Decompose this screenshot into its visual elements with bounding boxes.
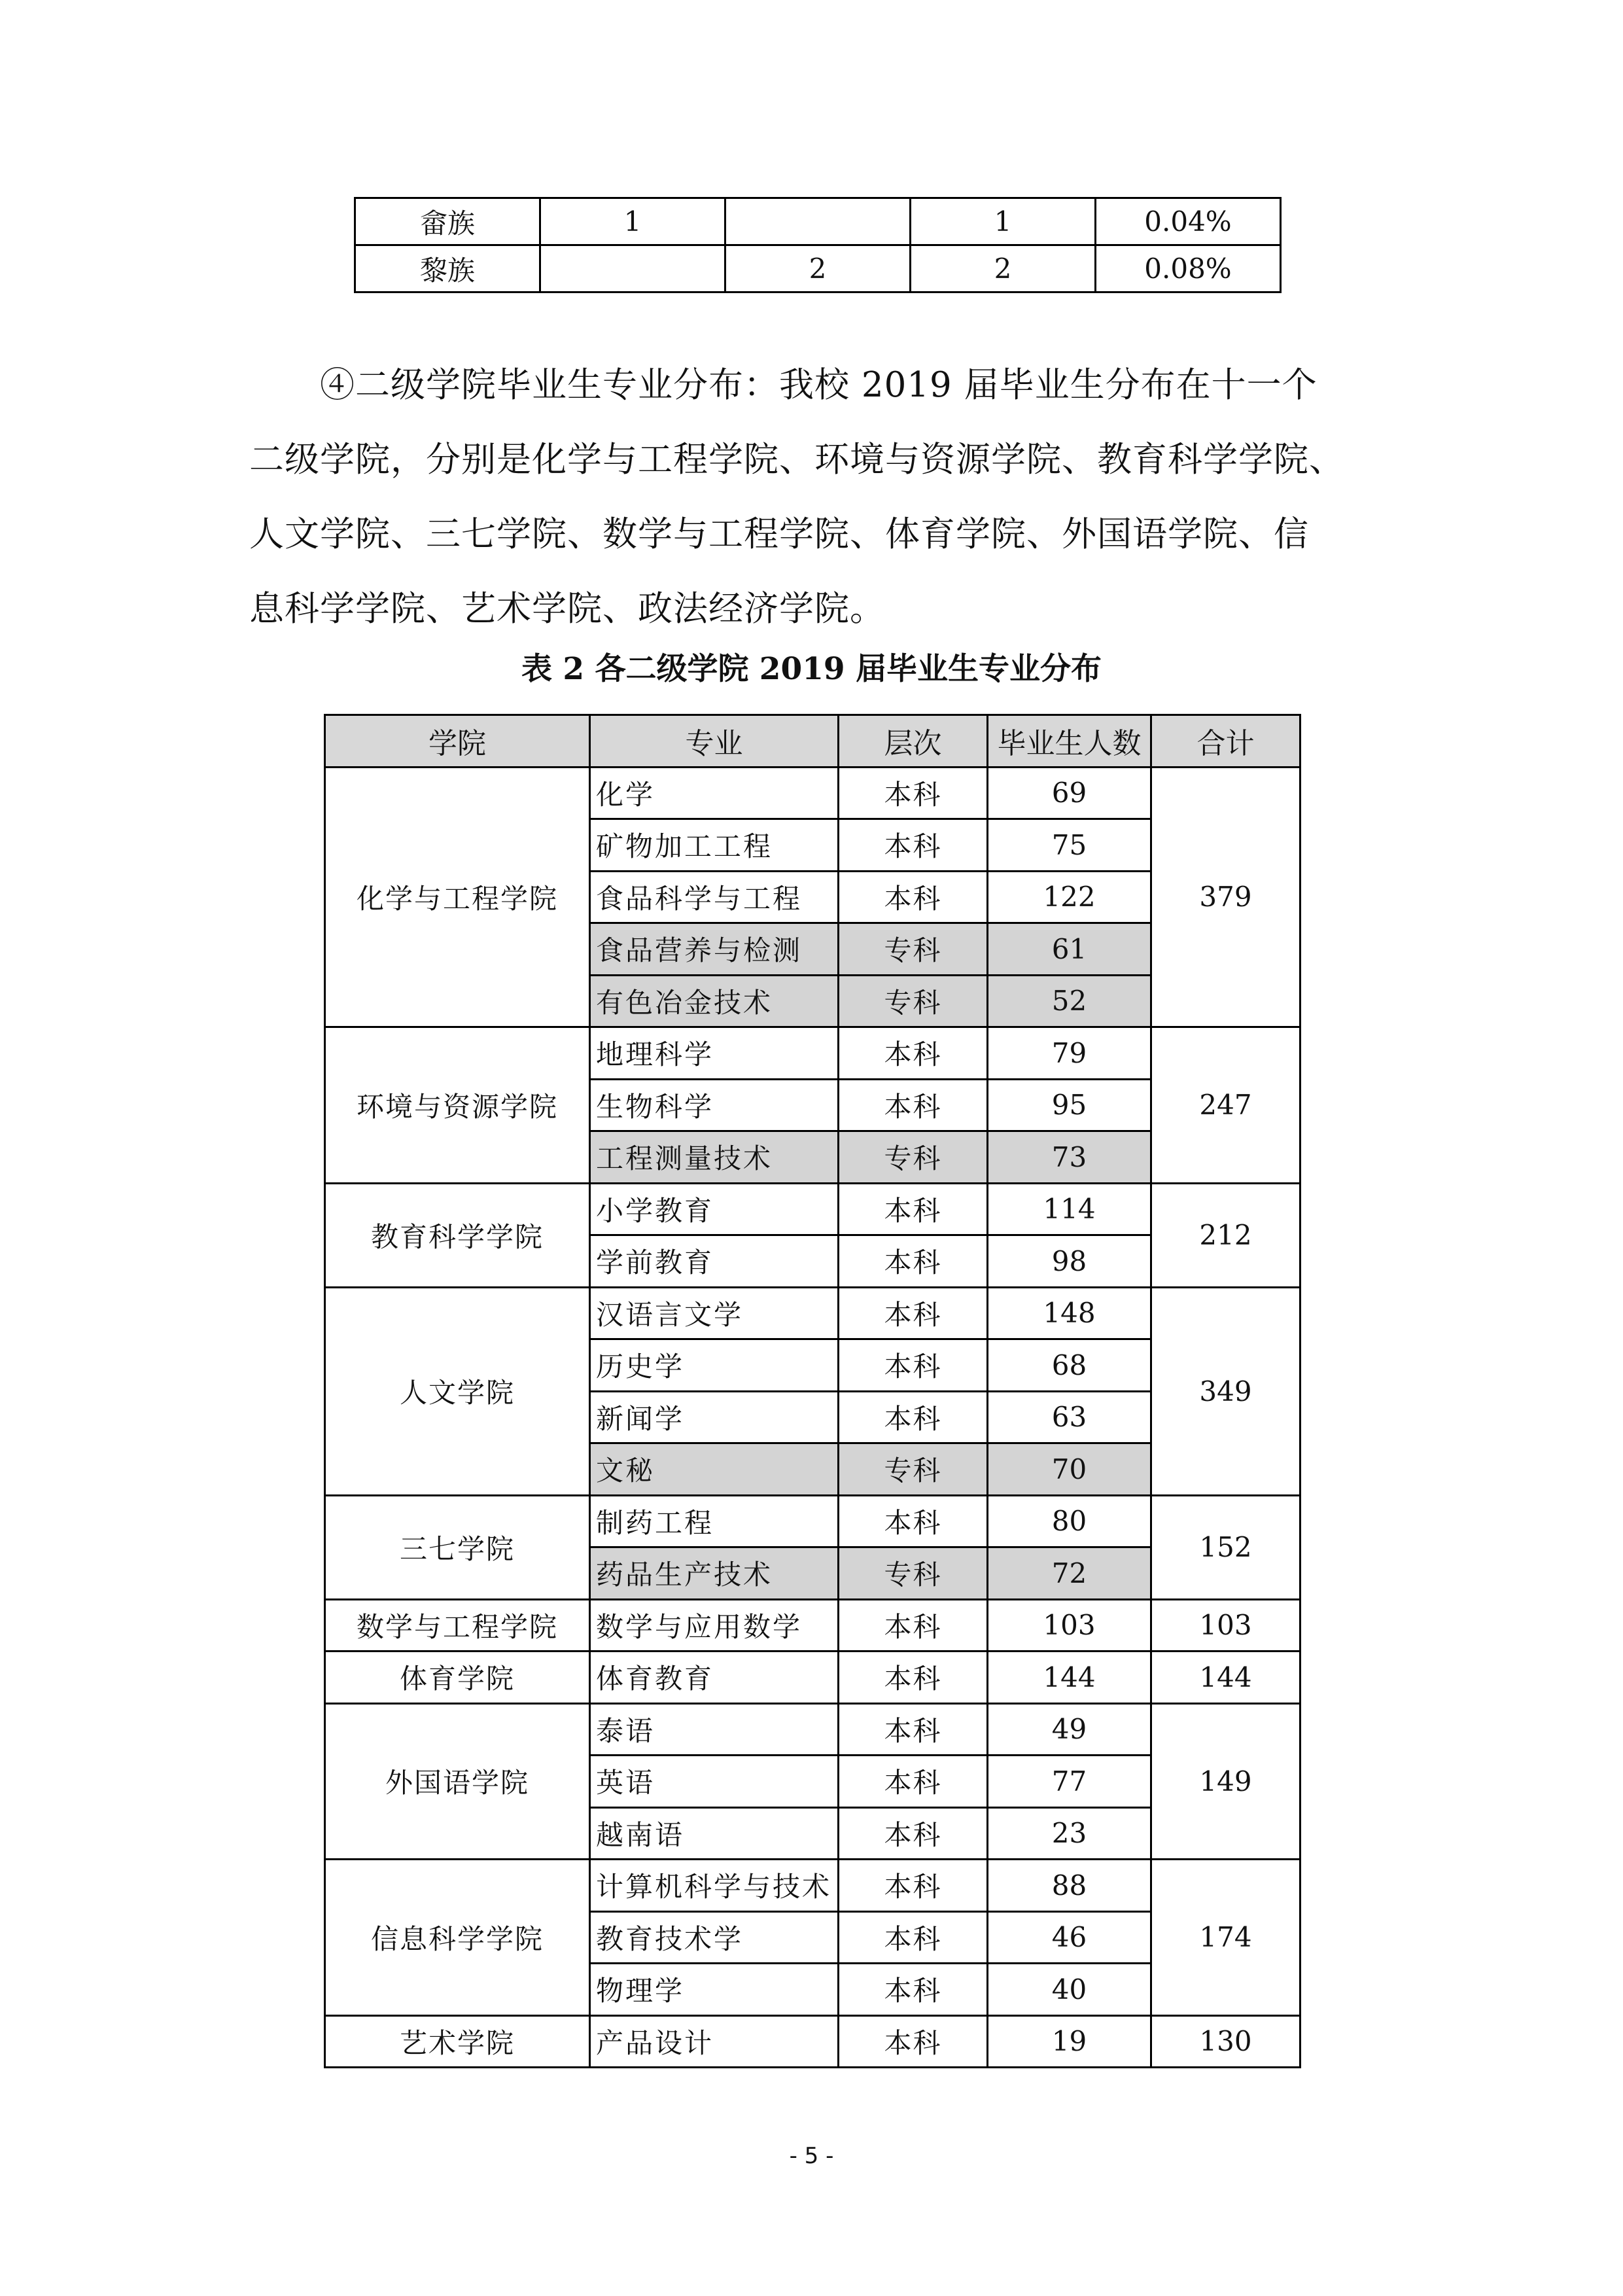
ethnicity-cell: 黎族 <box>355 245 540 292</box>
major-cell: 物理学 <box>590 1964 839 2016</box>
count-cell: 69 <box>988 767 1151 819</box>
count-cell: 79 <box>988 1027 1151 1080</box>
college-cell: 艺术学院 <box>325 2015 590 2068</box>
level-cell: 本科 <box>839 1807 988 1860</box>
level-cell: 专科 <box>839 923 988 976</box>
total-cell: 349 <box>1151 1287 1300 1495</box>
count-cell: 52 <box>988 975 1151 1027</box>
college-cell: 教育科学学院 <box>325 1183 590 1287</box>
major-cell: 有色冶金技术 <box>590 975 839 1027</box>
level-cell: 本科 <box>839 2015 988 2068</box>
ethnicity-table-continued <box>354 197 1282 293</box>
college-cell: 信息科学学院 <box>325 1860 590 2016</box>
major-cell: 体育教育 <box>590 1651 839 1704</box>
count-cell: 80 <box>988 1495 1151 1547</box>
college-cell: 人文学院 <box>325 1287 590 1495</box>
major-cell: 化学 <box>590 767 839 819</box>
table-row <box>325 1599 1300 1651</box>
total-cell: 152 <box>1151 1495 1300 1599</box>
table-row <box>325 1651 1300 1704</box>
major-distribution-table <box>324 714 1301 2068</box>
count-cell: 49 <box>988 1703 1151 1756</box>
count-cell: 61 <box>988 923 1151 976</box>
college-cell: 数学与工程学院 <box>325 1599 590 1651</box>
table-body <box>325 767 1300 2068</box>
paragraph-line: 息科学学院、艺术学院、政法经济学院。 <box>249 589 885 629</box>
major-cell: 药品生产技术 <box>590 1547 839 1600</box>
level-cell: 本科 <box>839 1495 988 1547</box>
count-cell: 40 <box>988 1964 1151 2016</box>
total-cell: 149 <box>1151 1703 1300 1860</box>
level-cell: 本科 <box>839 1703 988 1756</box>
major-cell: 英语 <box>590 1756 839 1808</box>
level-cell: 本科 <box>839 1599 988 1651</box>
paragraph-line: 二级学院，分别是化学与工程学院、环境与资源学院、教育科学学院、 <box>249 440 1344 480</box>
count-cell <box>540 245 725 292</box>
percent-cell: 0.08% <box>1096 245 1281 292</box>
table-row <box>325 1860 1300 1912</box>
table-header-row <box>325 715 1300 768</box>
major-cell: 食品营养与检测 <box>590 923 839 976</box>
major-cell: 文秘 <box>590 1443 839 1496</box>
major-cell: 历史学 <box>590 1339 839 1392</box>
level-cell: 本科 <box>839 871 988 923</box>
count-cell: 98 <box>988 1235 1151 1288</box>
count-cell: 63 <box>988 1391 1151 1443</box>
table-row <box>355 245 1281 292</box>
major-cell: 泰语 <box>590 1703 839 1756</box>
total-cell: 103 <box>1151 1599 1300 1651</box>
major-cell: 汉语言文学 <box>590 1287 839 1339</box>
body-paragraph <box>249 348 1387 646</box>
total-cell: 212 <box>1151 1183 1300 1287</box>
level-cell: 本科 <box>839 1756 988 1808</box>
count-cell: 73 <box>988 1131 1151 1184</box>
major-cell: 产品设计 <box>590 2015 839 2068</box>
major-cell: 学前教育 <box>590 1235 839 1288</box>
column-header: 层次 <box>839 715 988 768</box>
total-cell: 1 <box>911 198 1096 245</box>
count-cell: 103 <box>988 1599 1151 1651</box>
total-cell: 2 <box>911 245 1096 292</box>
count-cell: 75 <box>988 819 1151 872</box>
major-cell: 矿物加工工程 <box>590 819 839 872</box>
level-cell: 本科 <box>839 819 988 872</box>
level-cell: 专科 <box>839 1443 988 1496</box>
count-cell: 77 <box>988 1756 1151 1808</box>
column-header: 学院 <box>325 715 590 768</box>
count-cell: 144 <box>988 1651 1151 1704</box>
count-cell: 70 <box>988 1443 1151 1496</box>
college-cell: 体育学院 <box>325 1651 590 1704</box>
table-row <box>325 1703 1300 1756</box>
level-cell: 本科 <box>839 767 988 819</box>
major-cell: 制药工程 <box>590 1495 839 1547</box>
total-cell: 130 <box>1151 2015 1300 2068</box>
table-row <box>325 1495 1300 1547</box>
level-cell: 本科 <box>839 1964 988 2016</box>
total-cell: 379 <box>1151 767 1300 1027</box>
count-cell: 19 <box>988 2015 1151 2068</box>
page-number: - 5 - <box>789 2143 834 2169</box>
table-row <box>355 198 1281 245</box>
level-cell: 本科 <box>839 1027 988 1080</box>
count-cell: 122 <box>988 871 1151 923</box>
level-cell: 专科 <box>839 975 988 1027</box>
column-header: 毕业生人数 <box>988 715 1151 768</box>
college-cell: 环境与资源学院 <box>325 1027 590 1184</box>
major-cell: 生物科学 <box>590 1079 839 1131</box>
percent-cell: 0.04% <box>1096 198 1281 245</box>
college-cell: 三七学院 <box>325 1495 590 1599</box>
count-cell: 88 <box>988 1860 1151 1912</box>
count-cell: 68 <box>988 1339 1151 1392</box>
major-cell: 小学教育 <box>590 1183 839 1235</box>
major-cell: 计算机科学与技术 <box>590 1860 839 1912</box>
count-cell: 72 <box>988 1547 1151 1600</box>
level-cell: 本科 <box>839 1287 988 1339</box>
count-cell: 46 <box>988 1911 1151 1964</box>
level-cell: 本科 <box>839 1339 988 1392</box>
table-row <box>325 1287 1300 1339</box>
count-cell: 148 <box>988 1287 1151 1339</box>
table-row <box>325 767 1300 819</box>
level-cell: 本科 <box>839 1079 988 1131</box>
ethnicity-cell: 畲族 <box>355 198 540 245</box>
major-cell: 越南语 <box>590 1807 839 1860</box>
total-cell: 174 <box>1151 1860 1300 2016</box>
level-cell: 本科 <box>839 1911 988 1964</box>
count-cell: 95 <box>988 1079 1151 1131</box>
major-cell: 食品科学与工程 <box>590 871 839 923</box>
level-cell: 本科 <box>839 1860 988 1912</box>
table-row <box>325 1027 1300 1080</box>
level-cell: 本科 <box>839 1183 988 1235</box>
column-header: 专业 <box>590 715 839 768</box>
count-cell <box>725 198 911 245</box>
college-cell: 化学与工程学院 <box>325 767 590 1027</box>
major-cell: 新闻学 <box>590 1391 839 1443</box>
major-cell: 数学与应用数学 <box>590 1599 839 1651</box>
major-cell: 教育技术学 <box>590 1911 839 1964</box>
table-row <box>325 1183 1300 1235</box>
table-row <box>325 2015 1300 2068</box>
level-cell: 本科 <box>839 1235 988 1288</box>
paragraph-line: 人文学院、三七学院、数学与工程学院、体育学院、外国语学院、信 <box>249 514 1309 554</box>
count-cell: 23 <box>988 1807 1151 1860</box>
total-cell: 144 <box>1151 1651 1300 1704</box>
column-header: 合计 <box>1151 715 1300 768</box>
level-cell: 本科 <box>839 1651 988 1704</box>
level-cell: 本科 <box>839 1391 988 1443</box>
major-cell: 工程测量技术 <box>590 1131 839 1184</box>
count-cell: 1 <box>540 198 725 245</box>
major-cell: 地理科学 <box>590 1027 839 1080</box>
level-cell: 专科 <box>839 1131 988 1184</box>
level-cell: 专科 <box>839 1547 988 1600</box>
count-cell: 114 <box>988 1183 1151 1235</box>
college-cell: 外国语学院 <box>325 1703 590 1860</box>
paragraph-line: ④二级学院毕业生专业分布：我校 2019 届毕业生分布在十一个 <box>320 365 1318 405</box>
table-caption: 表 2 各二级学院 2019 届毕业生专业分布 <box>521 651 1102 687</box>
total-cell: 247 <box>1151 1027 1300 1184</box>
count-cell: 2 <box>725 245 911 292</box>
